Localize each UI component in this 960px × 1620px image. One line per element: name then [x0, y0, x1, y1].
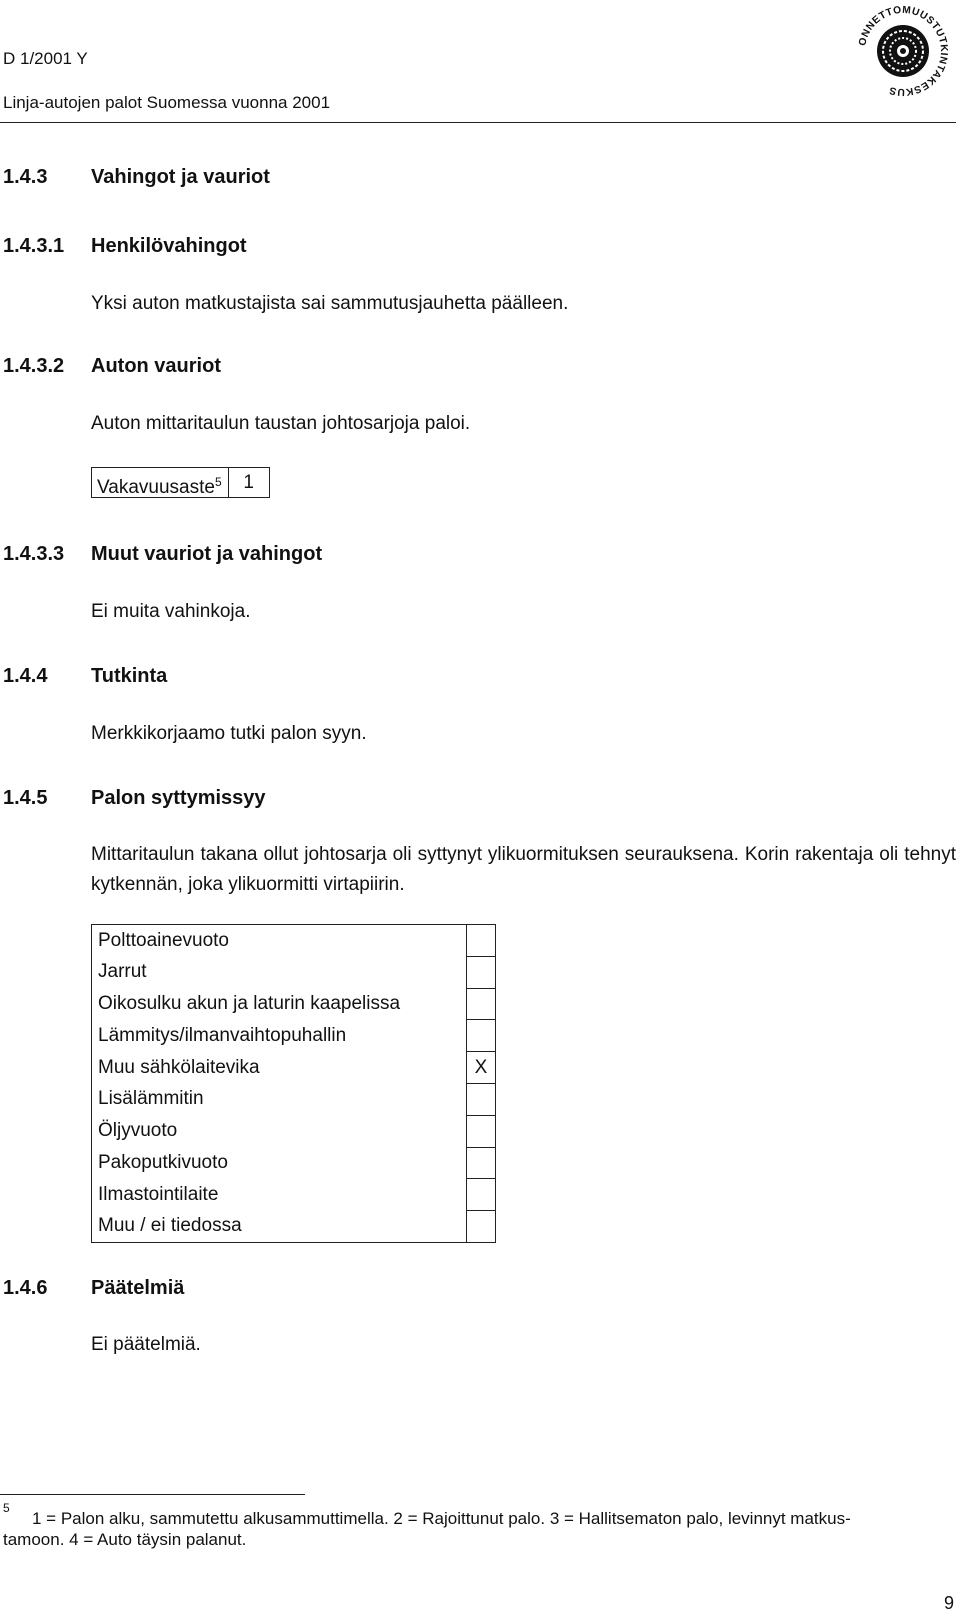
table-row: [92, 1179, 496, 1211]
severity-value: 1: [243, 472, 254, 493]
cause-mark: [467, 925, 496, 957]
table-row: [92, 988, 496, 1020]
table-row: [92, 925, 496, 957]
table-row: [92, 1147, 496, 1179]
cause-label: Lisälämmitin: [92, 1083, 467, 1115]
cause-label: Jarrut: [92, 956, 467, 988]
section-heading: Vahingot ja vauriot: [91, 166, 270, 188]
section-heading: Päätelmiä: [91, 1277, 185, 1299]
section-number: 1.4.6: [3, 1277, 48, 1299]
table-row: [92, 1083, 496, 1115]
table-row: [92, 956, 496, 988]
cause-mark: [467, 1020, 496, 1052]
section-heading: Tutkinta: [91, 665, 168, 687]
fire-cause-checklist: [91, 924, 496, 1243]
document-subtitle: Linja-autojen palot Suomessa vuonna 2001: [3, 93, 331, 112]
cause-label: Muu / ei tiedossa: [92, 1211, 467, 1243]
section-heading: Auton vauriot: [91, 355, 221, 377]
cause-label: Muu sähkölaitevika: [92, 1052, 467, 1084]
document-code: D 1/2001 Y: [3, 49, 88, 68]
severity-box: [91, 467, 270, 498]
section-text: Auton mittaritaulun taustan johtosarjoja paloi.: [91, 413, 471, 434]
agency-logo: [856, 4, 950, 98]
severity-label: Vakavuusaste$^5$: [92, 468, 229, 497]
cause-label: Lämmitys/ilmanvaihtopuhallin: [92, 1020, 467, 1052]
section-number: 1.4.4: [3, 665, 48, 687]
footnote-line: 1 = Palon alku, sammutettu alkusammuttimella. 2 = Rajoittunut palo. 3 = Hallitsematon palo, levinnyt matkus-: [32, 1509, 851, 1528]
cause-label: Oikosulku akun ja laturin kaapelissa: [92, 988, 467, 1020]
section-heading: Muut vauriot ja vahingot: [91, 543, 323, 565]
section-number: 1.4.3.3: [3, 543, 65, 565]
cause-mark: X: [467, 1052, 496, 1084]
footnote-ref: 5: [214, 475, 222, 489]
cause-label: Öljyvuoto: [92, 1115, 467, 1147]
section-heading: Palon syttymissyy: [91, 787, 266, 809]
section-text: Ei päätelmiä.: [91, 1334, 201, 1355]
table-row: [92, 1115, 496, 1147]
section-text: Merkkikorjaamo tutki palon syyn.: [91, 723, 367, 744]
cause-mark: [467, 1147, 496, 1179]
svg-text:ONNETTOMUUSTUTKINTAKESKUS: ONNETTOMUUSTUTKINTAKESKUS: [857, 4, 950, 98]
cause-label: Pakoputkivuoto: [92, 1147, 467, 1179]
cause-mark: [467, 1115, 496, 1147]
section-number: 1.4.3.1: [3, 235, 65, 257]
section-text: Ei muita vahinkoja.: [91, 601, 251, 622]
cause-mark: [467, 1211, 496, 1243]
section-heading: Henkilövahingot: [91, 235, 247, 257]
section-number: 1.4.3.2: [3, 355, 65, 377]
section-number: 1.4.5: [3, 787, 48, 809]
section-text: Yksi auton matkustajista sai sammutusjauhetta päälleen.: [91, 293, 569, 314]
footnote-rule: [0, 1494, 305, 1495]
table-row: [92, 1052, 496, 1084]
footnote-number: 5: [3, 1501, 10, 1515]
cause-mark: [467, 956, 496, 988]
cause-mark: [467, 1179, 496, 1211]
footnote-line: tamoon. 4 = Auto täysin palanut.: [3, 1530, 247, 1549]
table-row: [92, 1020, 496, 1052]
section-number: 1.4.3: [3, 166, 48, 188]
table-row: [92, 1211, 496, 1243]
cause-label: Polttoainevuoto: [92, 925, 467, 957]
section-text: Mittaritaulun takana ollut johtosarja oli syttynyt ylikuormituksen seurauksena. Korin rakentaja oli tehnyt kytkennän, joka ylikuormitti virtapiirin.: [91, 844, 956, 895]
header-rule: [0, 122, 956, 123]
cause-label: Ilmastointilaite: [92, 1179, 467, 1211]
page-number: 9: [944, 1593, 955, 1613]
cause-mark: [467, 988, 496, 1020]
cause-mark: [467, 1083, 496, 1115]
